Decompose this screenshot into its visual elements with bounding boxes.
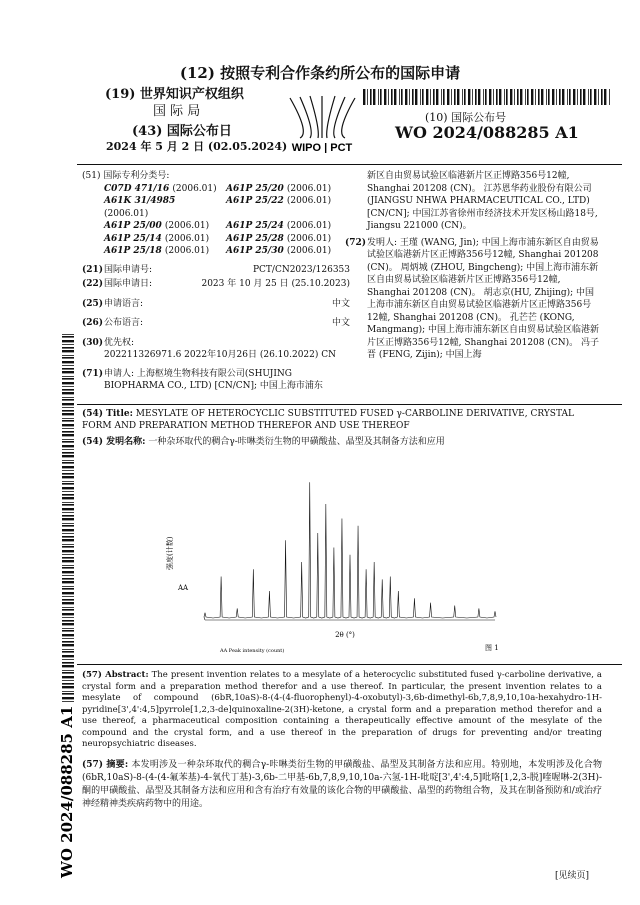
ipc-label: (51) 国际专利分类号: — [82, 171, 170, 181]
wipo-bureau: 国 际 局 — [153, 104, 201, 119]
publication-number-label: (10) 国际公布号 — [425, 111, 507, 124]
abstract-block — [82, 670, 602, 811]
continued-note: [见续页] — [555, 871, 590, 881]
ipc-code: A61P 25/22 (2006.01) — [226, 196, 332, 206]
ipc-code: A61P 25/14 (2006.01) — [104, 233, 210, 244]
logo-text: WIPO | PCT — [291, 142, 353, 153]
ipc-code: A61P 25/28 (2006.01) — [226, 233, 332, 244]
ipc-code: A61K 31/4985 (2006.01) — [104, 196, 176, 219]
publication-date-block — [106, 124, 287, 154]
x-axis-label: 2θ (°) — [335, 631, 355, 639]
wipo-logo-icon — [270, 93, 375, 153]
priority-row: (30) 优先权: 202211326971.6 2022年10月26日 (26.10.2022) CN — [82, 337, 337, 360]
publication-date-label: (43) 国际公布日 — [132, 124, 232, 139]
side-publication-number — [54, 700, 78, 880]
title-zh: (54) 发明名称: 一种杂环取代的稠合γ-咔啉类衍生物的甲磺酸盐、晶型及其制备方法和应用 — [82, 437, 445, 447]
wipo-block — [105, 86, 244, 120]
abstract-en: (57) Abstract: The present invention relates to a mesylate of a heterocyclic substituted fused γ-carboline derivative, a crystal form and a preparation method therefor and a use thereof. In particular, the present invention relates to a mesylate of compound (6bR,10aS)-8-(4-(4-fluorophenyl)-4-oxobutyl)-3,6b-dimethyl-6b,7,8,9,10,10a-hexahydro-1H-pyridine[3',4':4,5]pyrrole[1,2,3-de]quinoxaline-2(3H)-ketone, a crystal form and a preparation method therefor and a use thereof, a pharmaceutical composition containing a therapeutically effective amount of the mesylate of the compound and the crystal form, and a use thereof in the preparation of drugs for preventing and/or treating neuropsychiatric diseases. — [82, 670, 602, 749]
document-title: (12) 按照专利合作条约所公布的国际申请 — [179, 64, 461, 82]
barcode-icon — [363, 89, 611, 105]
ipc-code: A61P 25/18 (2006.01) — [104, 246, 210, 256]
title-en: (54) Title: MESYLATE OF HETEROCYCLIC SUBSTITUTED FUSED γ-CARBOLINE DERIVATIVE, CRYSTAL FORM AND PREPARATION METHOD THEREFOR AND USE THEREOF — [82, 409, 574, 431]
divider — [77, 404, 622, 405]
series-line — [204, 482, 496, 620]
side-barcode-icon — [62, 334, 74, 704]
applicant-continued: 新区自由贸易试验区临港新片区正博路356号12幢, Shanghai 201208 (CN)。 江苏恩华药业股份有限公司(JIANGSU NHWA PHARMACEUTICAL CO., LTD) [CN/CN]; 中国江苏省徐州市经济技术开发区杨山路18号, Jiangsu 221000 (CN)。 — [367, 171, 598, 231]
publication-language-row: (26) 公布语言: 中文 — [82, 318, 350, 328]
application-number-row: (21) 国际申请号: PCT/CN2023/126353 — [82, 264, 350, 275]
series-label: AA — [178, 584, 189, 592]
publication-number: WO 2024/088285 A1 — [395, 123, 579, 142]
xrpd-chart — [150, 455, 510, 655]
divider — [77, 164, 622, 165]
ipc-code: A61P 25/24 (2006.01) — [226, 221, 332, 231]
ipc-code: A61P 25/30 (2006.01) — [226, 246, 332, 256]
ipc-code: A61P 25/00 (2006.01) — [104, 221, 210, 231]
filing-language-row: (25) 申请语言: 中文 — [82, 298, 350, 309]
right-column — [345, 170, 600, 364]
left-column — [82, 170, 350, 395]
abstract-zh: (57) 摘要: 本发明涉及一种杂环取代的稠合γ-咔啉类衍生物的甲磺酸盐、晶型及其制备方法和应用。特别地，本发明涉及化合物(6bR,10aS)-8-(4-(4-氟苯基)-4-氧代丁基)-3,6b-二甲基-6b,7,8,9,10,10a-六氢-1H-吡啶[3',4':4,5]吡咯[1,2,3-脱]喹喔啉-2(3H)-酮的甲磺酸盐、晶型及其制备方法和应用和含有治疗有效量的该化合物的甲磺酸盐、晶型的药物组合物，及其在制备预防和/或治疗神经精神类疾病药物中的用途。 — [82, 759, 602, 809]
applicant-row: (71) 申请人: 上海枢境生物科技有限公司(SHUJING BIOPHARMA CO., LTD) [CN/CN]; 中国上海市浦东 — [82, 368, 323, 391]
filing-date-row: (22) 国际申请日: 2023 年 10 月 25 日 (25.10.2023) — [82, 279, 350, 289]
wipo-name: (19) 世界知识产权组织 — [105, 87, 244, 102]
publication-number-block — [395, 110, 579, 140]
svg-text:WO 2024/088285 A1: WO 2024/088285 A1 — [58, 705, 76, 878]
legend: AA Peak intensity (count) — [220, 648, 285, 654]
divider — [77, 664, 622, 665]
title-block — [82, 408, 602, 448]
ipc-list — [82, 183, 350, 258]
y-axis-label: 强度(计数) — [166, 536, 174, 570]
publication-date: 2024 年 5 月 2 日 (02.05.2024) — [106, 140, 288, 153]
ipc-code: C07D 471/16 (2006.01) — [104, 183, 217, 194]
inventors-row: (72) 发明人: 王瑾 (WANG, Jin); 中国上海市浦东新区自由贸易试验区临港新片区正博路356号12幢, Shanghai 201208 (CN)。 周炳城 (ZHOU, Bingcheng); 中国上海市浦东新区自由贸易试验区临港新片区正博路356号12幢, Shanghai 201208 (CN)。 胡志京(HU, Zhijing); 中国上海市浦东新区自由贸易试验区临港新片区正博路356号12幢, Shanghai 201208 (CN)。 孔芒芒 (KONG, Mangmang); 中国上海市浦东新区自由贸易试验区临港新片区正博路356号12幢, Shanghai 201208 (CN)。 冯子晋 (FENG, Zijin); 中国上海 — [345, 237, 600, 360]
ipc-code: A61P 25/20 (2006.01) — [226, 183, 332, 194]
figure-caption: 图 1 — [485, 644, 499, 652]
